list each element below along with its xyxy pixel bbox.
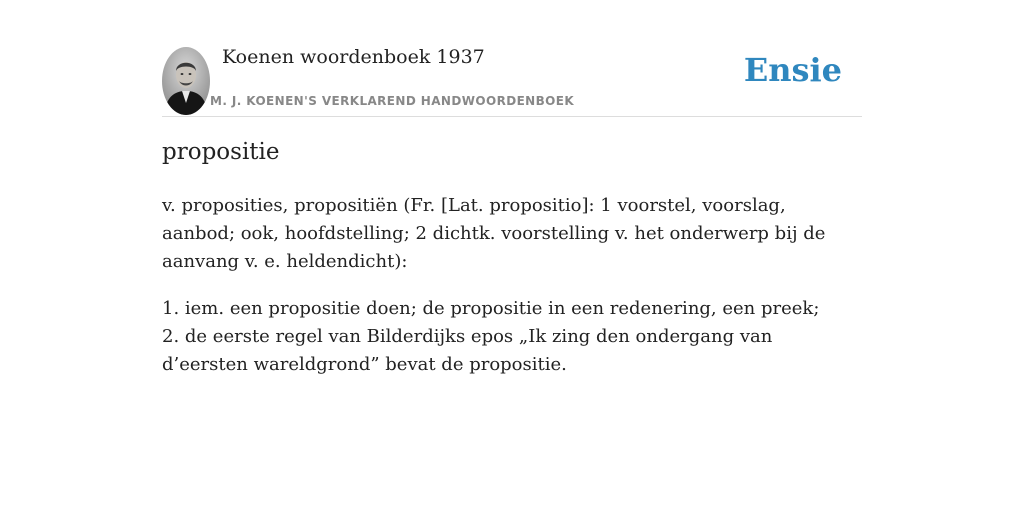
author-portrait	[162, 47, 210, 115]
entry-headword: propositie	[162, 139, 280, 165]
dictionary-title[interactable]: Koenen woordenboek 1937	[222, 46, 485, 68]
ensie-logo-link[interactable]: Ensie	[743, 51, 842, 89]
dictionary-header	[162, 46, 862, 117]
dictionary-subtitle: M. J. KOENEN'S VERKLAREND HANDWOORDENBOEK	[210, 94, 575, 108]
example-item: 1. iem. een propositie doen; de propositie in een redenering, een preek;	[162, 298, 820, 319]
entry-examples	[162, 295, 862, 379]
example-item: 2. de eerste regel van Bilderdijks epos „Ik zing den ondergang van d’eersten wareldgrond” bevat de propositie.	[162, 326, 773, 375]
entry-definition: v. proposities, propositiën (Fr. [Lat. propositio]: 1 voorstel, voorslag, aanbod; ook, hoofdstelling; 2 dichtk. voorstelling v. het onderwerp bij de aanvang v. e. heldendicht):	[162, 195, 826, 272]
